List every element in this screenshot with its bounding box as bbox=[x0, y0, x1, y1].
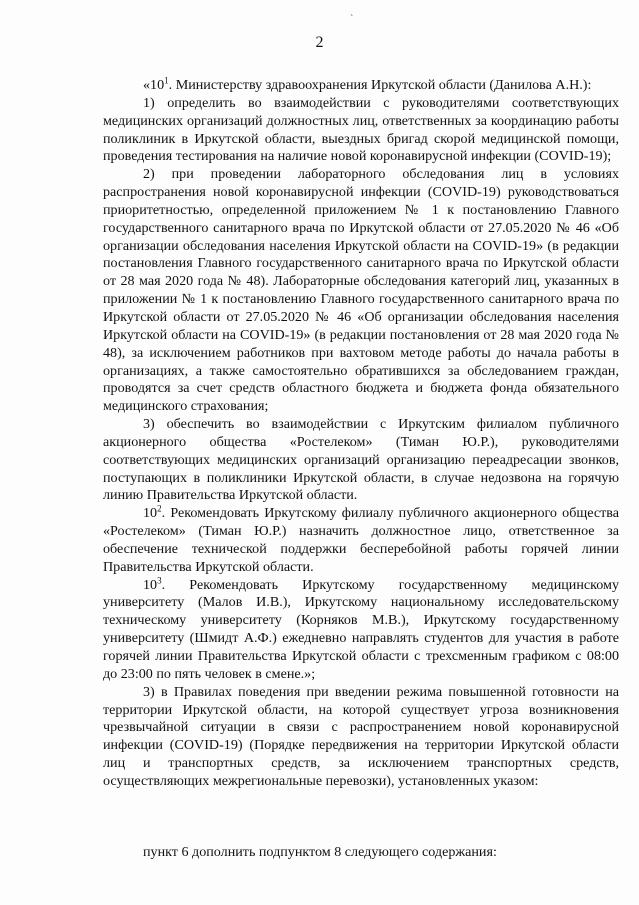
paragraph-10-1: «$10^1$. Министерству здравоохранения Иркутской области (Данилова А.Н.): bbox=[143, 75, 592, 93]
paragraph-10-3: $10^3$. Рекомендовать Иркутскому государственному медицинскому университету (Малов И.В.), Иркутскому национальному исследовательскому техническому университету (Корняков М.В.), Иркутскому государственному университету (Шмидт А.Ф.) ежедневно направлять студентов для участия в работе горячей линии Правительства Иркутской области с трехсменным графиком с 08:00 до 23:00 по пять человек в смене.»; bbox=[103, 574, 619, 682]
document-body bbox=[103, 77, 619, 791]
point-6-text: пункт 6 дополнить подпунктом 8 следующего содержания: bbox=[143, 844, 497, 860]
paragraph-item-2: 2) при проведении лабораторного обследования лиц в условиях распространения новой коронавирусной инфекции (COVID-19) руководствоваться приоритетностью, определенной приложением № 1 к постановлению Главного государственного санитарного врача по Иркутской области от 27.05.2020 № 46 «Об организации обследования населения Иркутской области на COVID-19» (в редакции постановления Главного государственного санитарного врача по Иркутской области от 28 мая 2020 года № 48). Лабораторные обследования категорий лиц, указанных в приложении № 1 к постановлению Главного государственного санитарного врача по Иркутской области от 27.05.2020 № 46 «Об организации обследования населения Иркутской области на COVID-19» (в редакции постановления от 28 мая 2020 года № 48), за исключением работников при вахтовом методе работы до начала работы в организациях, а также самостоятельно обратившихся за обследованием граждан, проводятся за счет средств областного бюджета и бюджета фонда обязательного медицинского страхования; bbox=[103, 166, 619, 415]
page-number: 2 bbox=[315, 34, 324, 51]
paragraph-item-3: 3) обеспечить во взаимодействии с Иркутским филиалом публичного акционерного общества «Ростелеком» (Тиман Ю.Р.), руководителями соответствующих медицинских организаций организацию переадресации звонков, поступающих в поликлиники Иркутской области, в случае недозвона на горячую линию Правительства Иркутской области. bbox=[103, 416, 619, 504]
paragraph-point-6 bbox=[103, 844, 619, 862]
paragraph-10-2: $10^2$. Рекомендовать Иркутскому филиалу публичного акционерного общества «Ростелеком» (Тиман Ю.Р.) назначить должностное лицо, ответственное за обеспечение технической поддержки бесперебойной работы горячей линии Правительства Иркутской области. bbox=[103, 503, 619, 575]
scan-mark: ` bbox=[350, 14, 354, 25]
paragraph-rules-3: 3) в Правилах поведения при введении режима повышенной готовности на территории Иркутской области, на которой существует угроза возникновения чрезвычайной ситуации в связи с распространением новой коронавирусной инфекции (COVID-19) (Порядке передвижения на территории Иркутской области лиц и транспортных средств, за исключением транспортных средств, осуществляющих межрегиональные перевозки), установленных указом: bbox=[103, 683, 619, 789]
paragraph-item-1: 1) определить во взаимодействии с руководителями соответствующих медицинских организаций должностных лиц, ответственных за координацию работы поликлиник в Иркутской области, выездных бригад скорой медицинской помощи, проведения тестирования на наличие новой коронавирусной инфекции (COVID-19); bbox=[103, 94, 619, 165]
